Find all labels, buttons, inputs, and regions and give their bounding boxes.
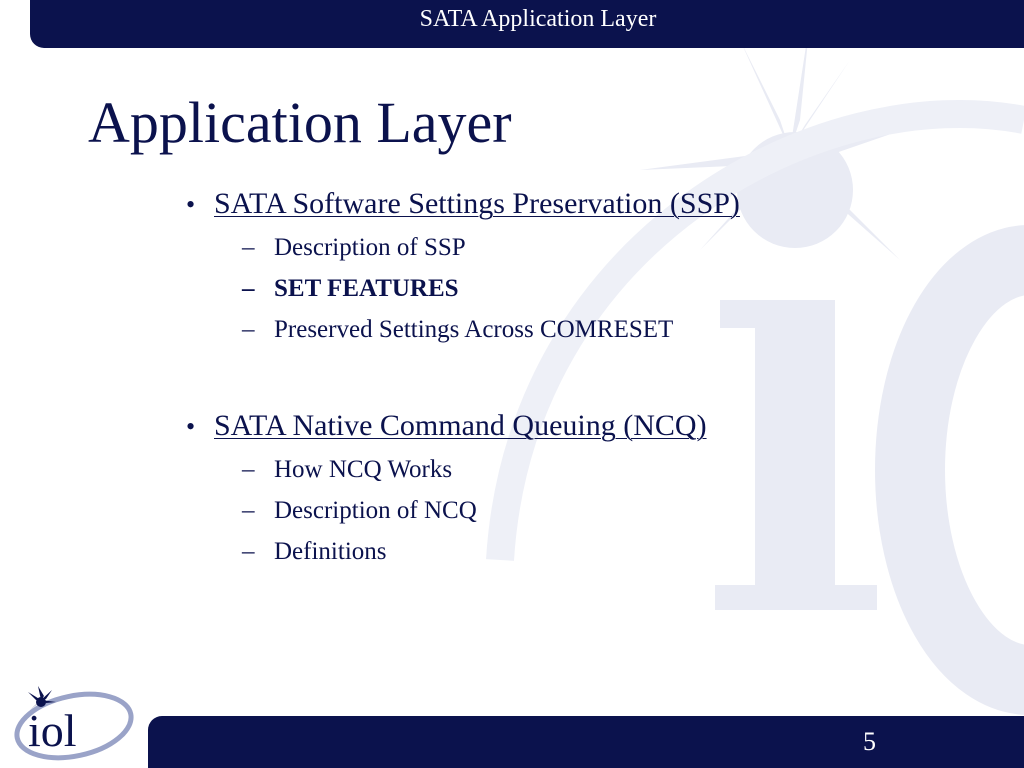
dash: –: [242, 456, 255, 483]
dash: –: [242, 316, 255, 343]
iol-logo: [8, 682, 138, 762]
bullet-ssp: [186, 184, 946, 225]
slide-title: Application Layer: [88, 90, 512, 155]
sub-item: [242, 531, 946, 572]
sub-item-label: SET FEATURES: [274, 275, 459, 302]
dash: –: [242, 497, 255, 524]
bullet-dot: •: [186, 190, 196, 219]
sub-item-label: Description of SSP: [274, 234, 466, 261]
bullet-dot: •: [186, 412, 196, 441]
sub-item: [242, 490, 946, 531]
header-title: SATA Application Layer: [419, 6, 657, 32]
sub-item-label: Preserved Settings Across COMRESET: [274, 316, 674, 343]
sub-item: [242, 227, 946, 268]
sub-item-label: Description of NCQ: [274, 497, 477, 524]
spacer: [186, 350, 946, 406]
sub-item: [242, 268, 946, 309]
sub-item: [242, 309, 946, 350]
sub-item-label: How NCQ Works: [274, 456, 453, 483]
dash: –: [242, 234, 255, 261]
bullet-ncq: [186, 406, 946, 447]
bullet-list: [186, 184, 946, 572]
page-number: 5: [863, 727, 876, 756]
dash: –: [242, 538, 255, 565]
header-banner: [30, 0, 1024, 48]
dash: –: [242, 275, 255, 302]
sub-item: [242, 449, 946, 490]
ssp-link[interactable]: SATA Software Settings Preservation (SSP): [214, 187, 740, 220]
ncq-link[interactable]: SATA Native Command Queuing (NCQ): [214, 409, 707, 442]
svg-text:iol: iol: [28, 705, 77, 756]
sub-item-label: Definitions: [274, 538, 387, 565]
